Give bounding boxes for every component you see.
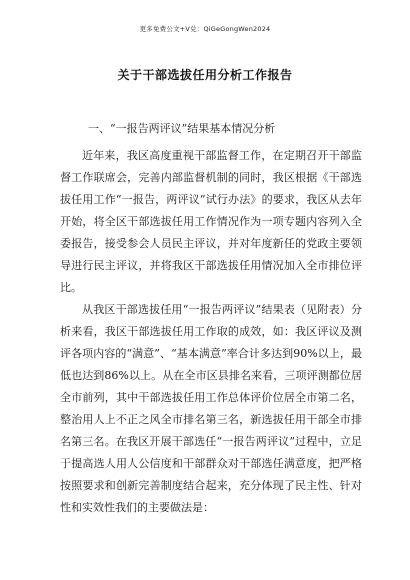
header-note: 更多免费公文+V兑：QiGeGongWen2024 (139, 25, 271, 33)
section-heading: 一、“一报告两评议”结果基本情况分析 (88, 122, 276, 135)
document-title: 关于干部选拔任用分析工作报告 (117, 68, 293, 82)
paragraph-1: 近年来，我区高度重视干部监督工作，在定期召开干部监督工作联席会，完善内部监督机制的同时，我区根据《干部选拔任用工作“一报告，两评议”试行办法》的要求，我区从去年开始，将全区干部选拔任用工作情况作为一项专题内容列入全委报告，接受参会人员民主评议，并对年度新任的党政主要领导进行民主评议，并将我区干部选拔任用情况加入全市排位评比。 (60, 149, 362, 294)
paragraph-2: 从我区干部选拔任用“一报告两评议”结果表（见附表）分析来看，我区干部选拔任用工作取的成效，如：我区评议及测评各项内容的“满意”、“基本满意”率合计多达到90%以上，最低也达到86%以上。从在全市区县排名来看，三项评测都位居全市前列，其中干部选拔任用工作总体评价位居全市第二名，整治用人上不正之风全市排名第三名，新选拔任用干部全市排名第三名。在我区开展干部选任“一报告两评议”过程中，立足于提高选人用人公信度和干部群众对干部选任满意度，把严格按照要求和创新完善制度结合起来，充分体现了民主性、针对性和实效性我们的主要做法是： (60, 303, 362, 514)
document-body (60, 118, 362, 519)
